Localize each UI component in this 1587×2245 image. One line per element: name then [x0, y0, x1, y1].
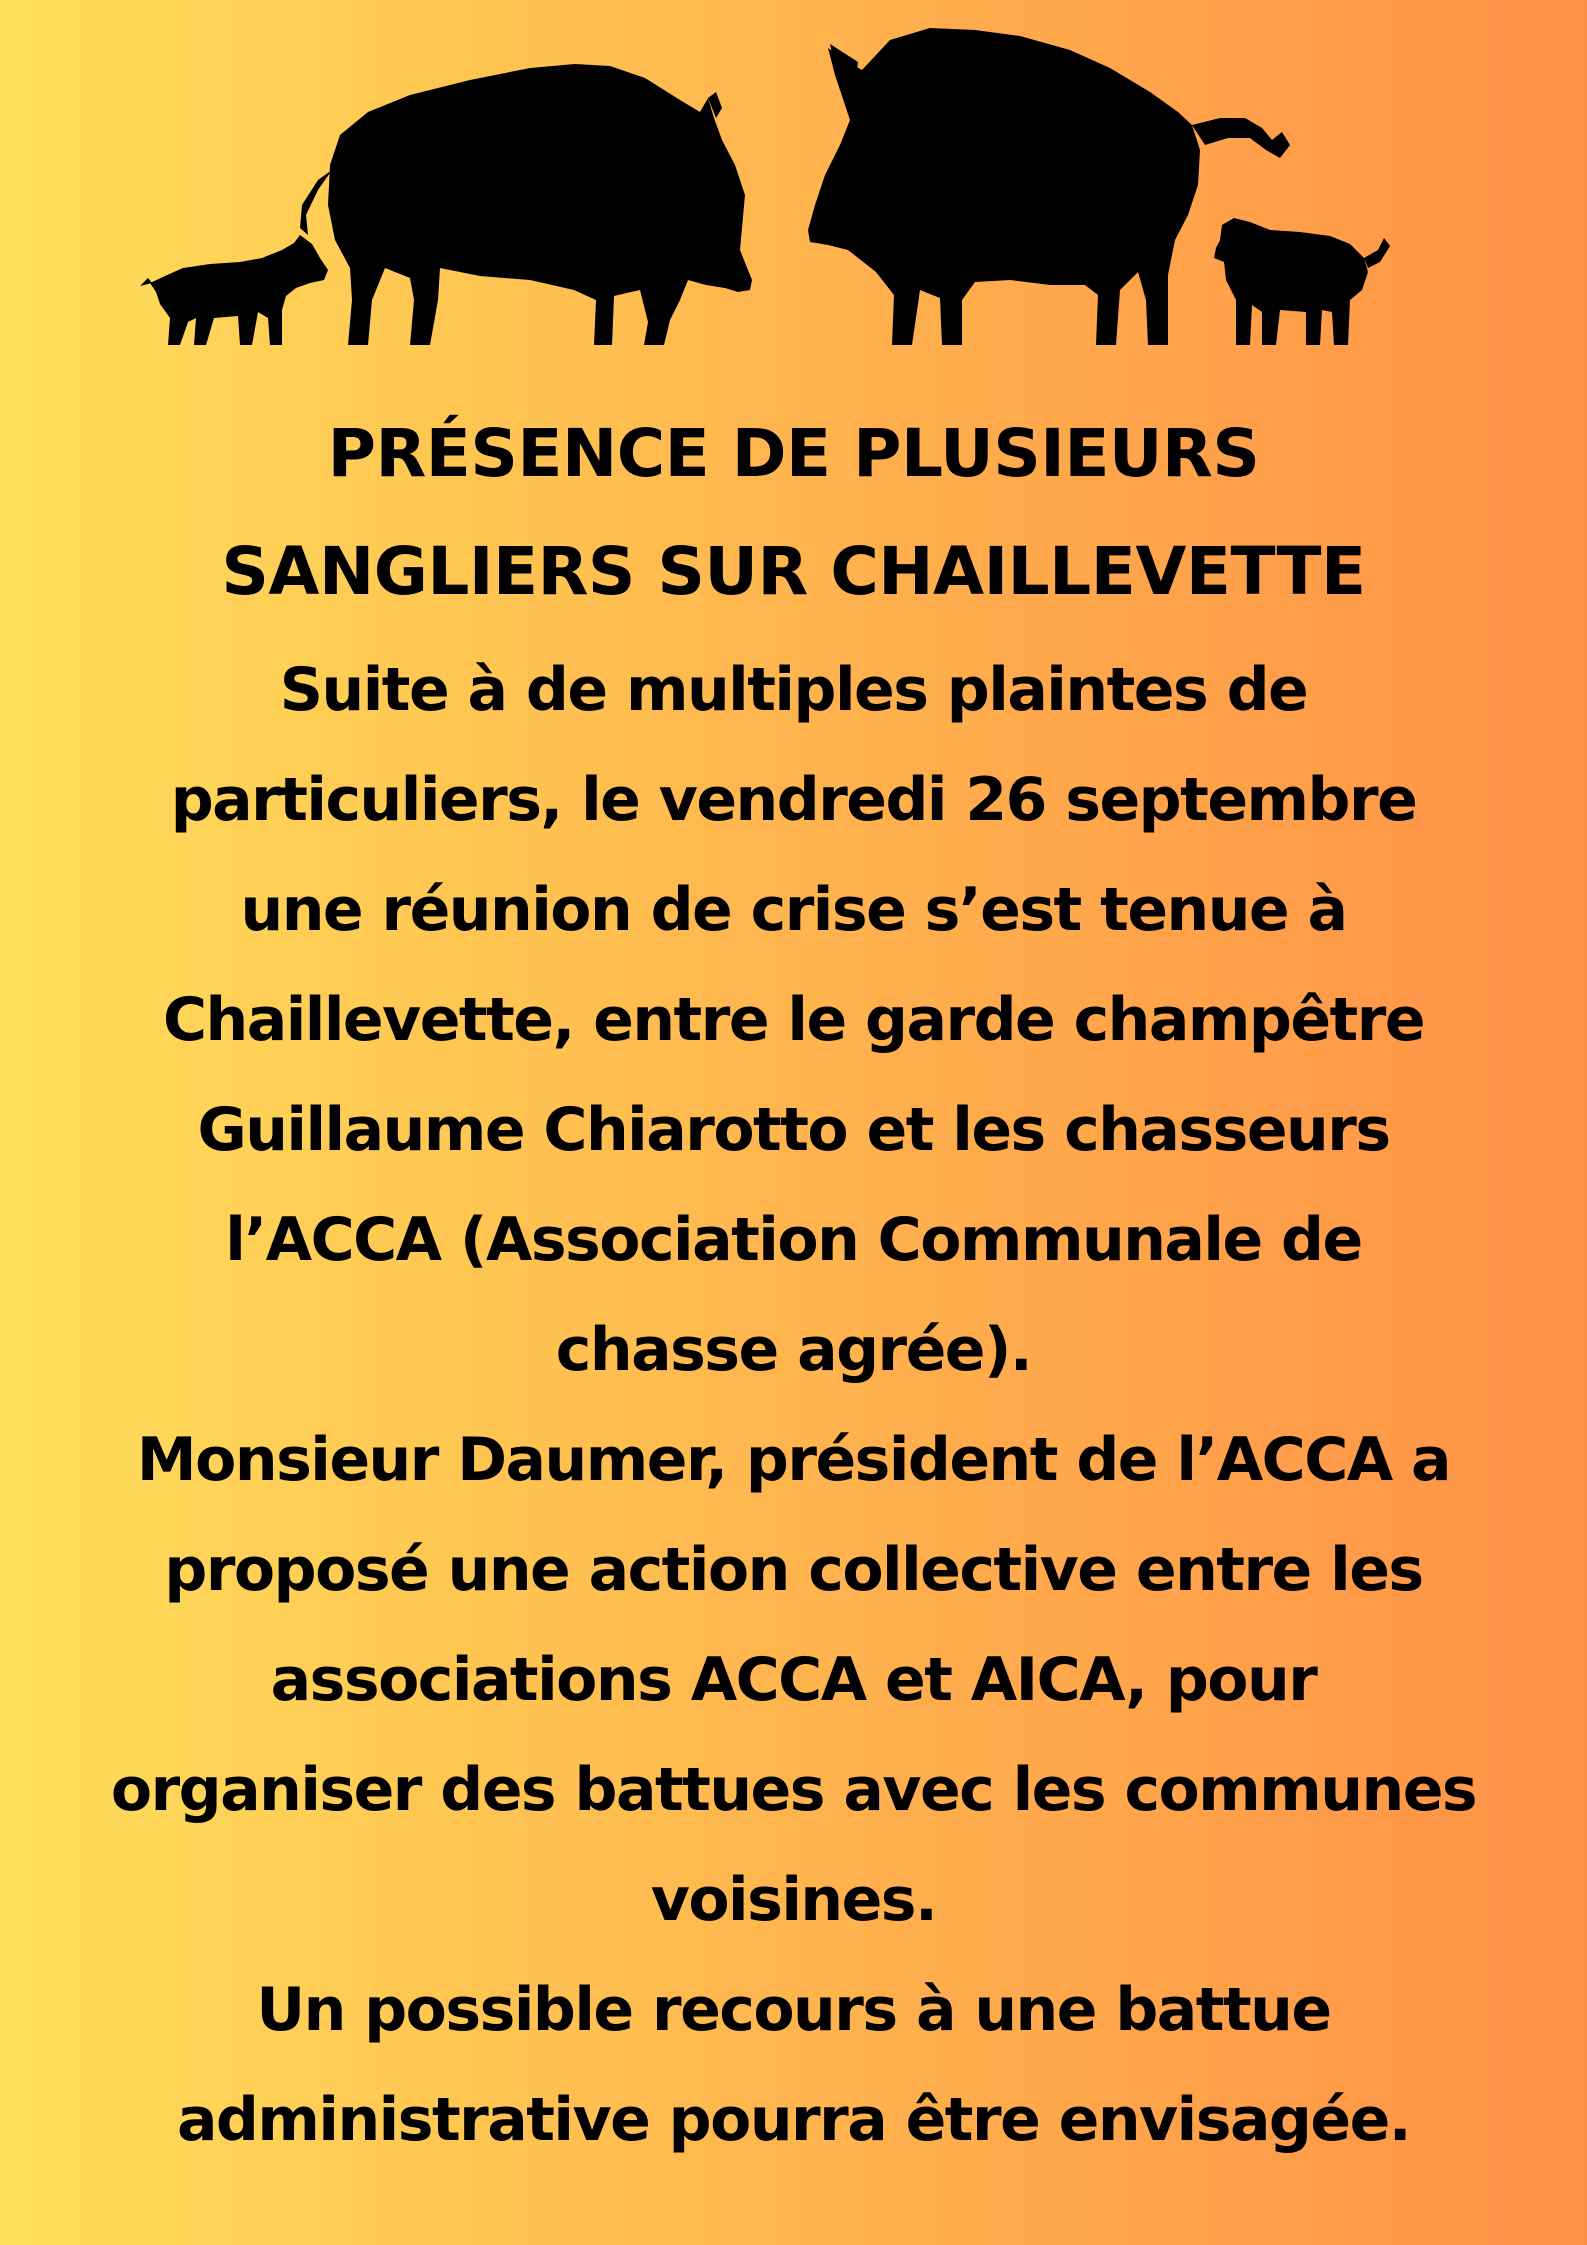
announcement-body — [0, 635, 1587, 2175]
headline — [0, 395, 1587, 631]
piglet-icon — [1214, 218, 1390, 345]
body-line: particuliers, le vendredi 26 septembre — [170, 765, 1417, 835]
body-line: voisines. — [650, 1865, 937, 1935]
body-line: une réunion de crise s’est tenue à — [240, 875, 1347, 945]
body-line: organiser des battues avec les communes — [110, 1755, 1477, 1825]
wild-boar-icon — [300, 64, 752, 345]
body-line: administrative pourra être envisagée. — [176, 2085, 1411, 2155]
headline-line: PRÉSENCE DE PLUSIEURS — [327, 415, 1260, 492]
wild-boar-icon — [808, 28, 1290, 345]
body-line: associations ACCA et AICA, pour — [270, 1645, 1317, 1715]
body-line: chasse agrée). — [555, 1315, 1032, 1385]
body-line: Suite à de multiples plaintes de — [279, 655, 1308, 725]
piglet-icon — [140, 235, 328, 345]
body-line: Chaillevette, entre le garde champêtre — [162, 985, 1425, 1055]
body-line: Guillaume Chiarotto et les chasseurs — [197, 1095, 1390, 1165]
boar-silhouettes — [0, 0, 1587, 360]
body-line: Un possible recours à une battue — [256, 1975, 1331, 2045]
body-line: l’ACCA (Association Communale de — [225, 1205, 1362, 1275]
body-line: Monsieur Daumer, président de l’ACCA a — [136, 1425, 1451, 1495]
headline-line: SANGLIERS SUR CHAILLEVETTE — [221, 533, 1366, 610]
body-line: proposé une action collective entre les — [164, 1535, 1423, 1605]
